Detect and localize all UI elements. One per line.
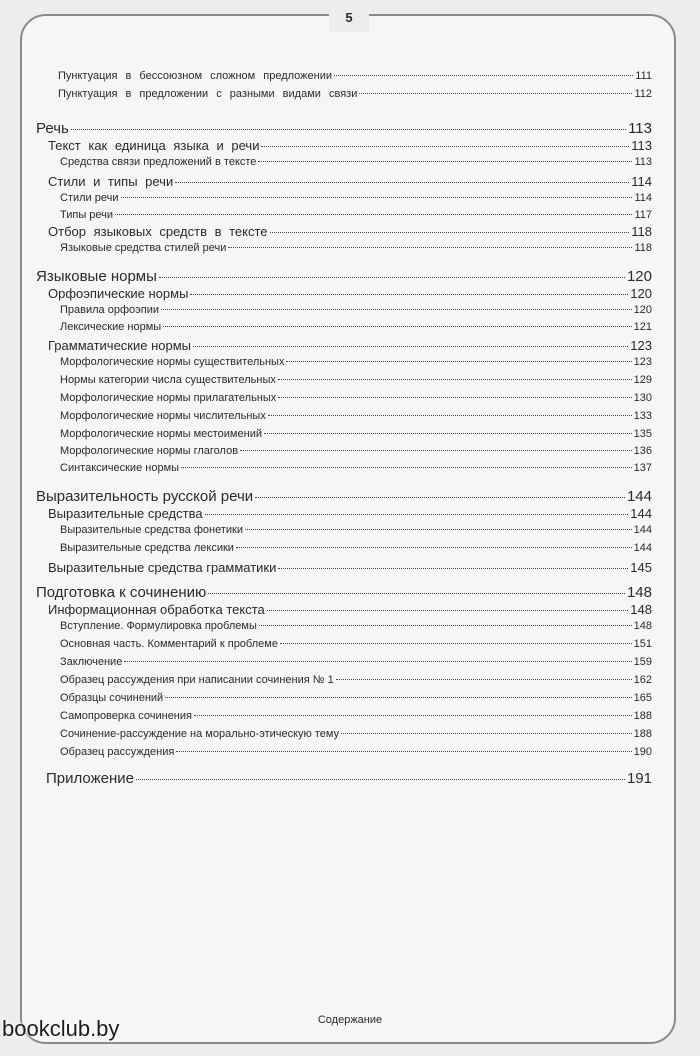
leader-dots [205,513,629,515]
toc-entry-title: Средства связи предложений в тексте [60,156,257,168]
leader-dots [228,246,632,248]
toc-entry-title: Морфологические нормы местоимений [60,428,262,440]
leader-dots [208,592,625,594]
toc-entry-page: 114 [631,174,652,189]
toc-entry-title: Языковые нормы [36,268,157,285]
toc-entry-title: Выразительные средства [48,506,203,521]
toc-entry-title: Выразительные средства лексики [60,542,234,554]
toc-entry-page: 188 [633,710,652,722]
toc-entry-page: 148 [633,620,652,632]
leader-dots [334,74,633,76]
leader-dots [165,696,631,698]
toc-entry-page: 159 [633,656,652,668]
leader-dots [264,432,632,434]
leader-dots [161,308,632,310]
toc-entry-title: Отбор языковых средств в тексте [48,224,268,239]
toc-entry-page: 117 [634,209,652,221]
running-footer-title: Содержание [317,1014,383,1026]
toc-entry[interactable] [36,286,652,301]
toc-entry-title: Выразительные средства фонетики [60,524,243,536]
toc-entry[interactable] [36,374,652,386]
toc-entry-page: 118 [631,224,652,239]
toc-entry[interactable] [36,542,652,554]
leader-dots [270,231,630,233]
toc-entry-title: Самопроверка сочинения [60,710,192,722]
toc-entry-title: Морфологические нормы числительных [60,410,266,422]
toc-entry-page: 111 [635,70,652,82]
toc-entry[interactable] [36,321,652,333]
leader-dots [278,396,631,398]
leader-dots [286,360,631,362]
toc-entry-page: 123 [630,338,652,353]
toc-entry-title: Текст как единица языка и речи [48,138,260,153]
toc-entry[interactable] [36,674,652,686]
leader-dots [181,466,632,468]
leader-dots [278,567,628,569]
toc-entry[interactable] [36,410,652,422]
leader-dots [163,325,631,327]
toc-entry-title: Выразительные средства грамматики [48,560,277,575]
toc-entry[interactable] [36,174,652,189]
toc-entry[interactable] [36,524,652,536]
toc-entry[interactable] [36,602,652,617]
toc-entry-title: Синтаксические нормы [60,462,180,474]
toc-entry[interactable] [36,728,652,740]
toc-entry[interactable] [36,746,652,758]
leader-dots [359,92,632,94]
toc-entry-title: Вступление. Формулировка проблемы [60,620,257,632]
toc-entry-page: 148 [626,584,652,601]
toc-entry-title: Морфологические нормы глаголов [60,445,239,457]
toc-entry-page: 137 [633,462,652,474]
leader-dots [268,414,632,416]
toc-entry[interactable] [36,70,652,82]
toc-entry-page: 191 [626,770,652,787]
leader-dots [190,293,628,295]
toc-entry-page: 136 [633,445,652,457]
leader-dots [71,128,626,130]
toc-entry[interactable] [36,224,652,239]
toc-entry-title: Образец рассуждения при написании сочинения № 1 [60,674,334,686]
toc-entry[interactable] [36,138,652,153]
toc-entry[interactable] [36,268,652,285]
toc-entry[interactable] [36,242,652,254]
toc-entry-title: Сочинение-рассуждение на морально-этическую тему [60,728,340,740]
toc-entry-page: 162 [633,674,652,686]
leader-dots [124,660,631,662]
watermark-text: bookclub.by [2,1016,120,1041]
toc-entry-page: 144 [626,488,652,505]
toc-entry[interactable] [36,488,652,505]
leader-dots [280,642,632,644]
toc-entry-page: 118 [634,242,652,254]
toc-entry[interactable] [36,192,652,204]
toc-entry-page: 120 [626,268,652,285]
toc-entry-title: Образец рассуждения [60,746,175,758]
toc-entry-page: 144 [633,542,652,554]
leader-dots [236,546,632,548]
toc-entry[interactable] [36,560,652,575]
toc-entry-title: Образцы сочинений [60,692,164,704]
toc-entry[interactable] [36,209,652,221]
toc-entry[interactable] [36,710,652,722]
toc-entry-page: 113 [628,120,652,137]
page-number: 5 [329,4,369,32]
toc-entry-title: Языковые средства стилей речи [60,242,227,254]
toc-entry[interactable] [36,656,652,668]
toc-entry[interactable] [36,692,652,704]
toc-entry-page: 144 [630,506,652,521]
toc-entry-page: 148 [630,602,652,617]
leader-dots [245,528,632,530]
toc-entry-page: 114 [634,192,652,204]
leader-dots [341,732,632,734]
leader-dots [136,778,625,780]
toc-entry-title: Грамматические нормы [48,338,192,353]
toc-entry-title: Основная часть. Комментарий к проблеме [60,638,278,650]
toc-entry[interactable] [36,445,652,457]
leader-dots [267,609,629,611]
toc-entry-page: 133 [633,410,652,422]
toc-entry-title: Выразительность русской речи [36,488,254,505]
toc-entry[interactable] [36,120,652,137]
leader-dots [336,678,632,680]
toc-entry-title: Нормы категории числа существительных [60,374,276,386]
leader-dots [159,276,625,278]
toc-entry-page: 190 [633,746,652,758]
leader-dots [240,449,632,451]
toc-entry-page: 188 [633,728,652,740]
toc-entry-page: 130 [633,392,652,404]
toc-entry-title: Типы речи [60,209,114,221]
toc-entry-title: Заключение [60,656,123,668]
toc-entry-page: 121 [633,321,652,333]
leader-dots [176,750,631,752]
toc-entry[interactable] [36,620,652,632]
leader-dots [259,624,632,626]
toc-entry-page: 145 [630,560,652,575]
toc-entry[interactable] [36,338,652,353]
toc-entry-page: 113 [634,156,652,168]
toc-entry-title: Морфологические нормы существительных [60,356,285,368]
leader-dots [194,714,632,716]
toc-entry[interactable] [36,506,652,521]
toc-entry-page: 135 [633,428,652,440]
leader-dots [261,145,629,147]
toc-entry-page: 120 [633,304,652,316]
toc-entry-page: 120 [630,286,652,301]
toc-entry[interactable] [36,356,652,368]
toc-entry-page: 144 [633,524,652,536]
toc-entry-title: Правила орфоэпии [60,304,159,316]
leader-dots [175,181,629,183]
toc-entry-title: Подготовка к сочинению [36,584,207,601]
toc-entry-page: 112 [634,88,652,100]
toc-entry[interactable] [36,392,652,404]
leader-dots [115,213,632,215]
toc-entry-title: Пунктуация в предложении с разными видами связи [58,88,358,100]
toc-entry-title: Орфоэпические нормы [48,286,189,301]
toc-entry[interactable] [36,88,652,100]
toc-entry-page: 123 [633,356,652,368]
toc-entry-page: 113 [631,138,652,153]
toc-entry-title: Информационная обработка текста [48,602,265,617]
toc-entry[interactable] [36,584,652,601]
leader-dots [258,160,632,162]
toc-entry-title: Стили речи [60,192,119,204]
toc-entry-title: Пунктуация в бессоюзном сложном предложении [58,70,333,82]
toc-entry-page: 165 [633,692,652,704]
leader-dots [255,496,625,498]
toc-entry-page: 129 [633,374,652,386]
toc-entry[interactable] [36,638,652,650]
toc-entry[interactable] [36,770,652,787]
toc-entry-title: Приложение [46,770,134,787]
toc-entry[interactable] [36,156,652,168]
toc-entry[interactable] [36,304,652,316]
toc-entry-title: Морфологические нормы прилагательных [60,392,277,404]
leader-dots [121,196,633,198]
toc-entry-title: Речь [36,120,69,137]
toc-entry-page: 151 [633,638,652,650]
leader-dots [193,345,628,347]
leader-dots [278,378,632,380]
toc-entry-title: Стили и типы речи [48,174,174,189]
toc-entry-title: Лексические нормы [60,321,162,333]
toc-entry[interactable] [36,428,652,440]
toc-entry[interactable] [36,462,652,474]
